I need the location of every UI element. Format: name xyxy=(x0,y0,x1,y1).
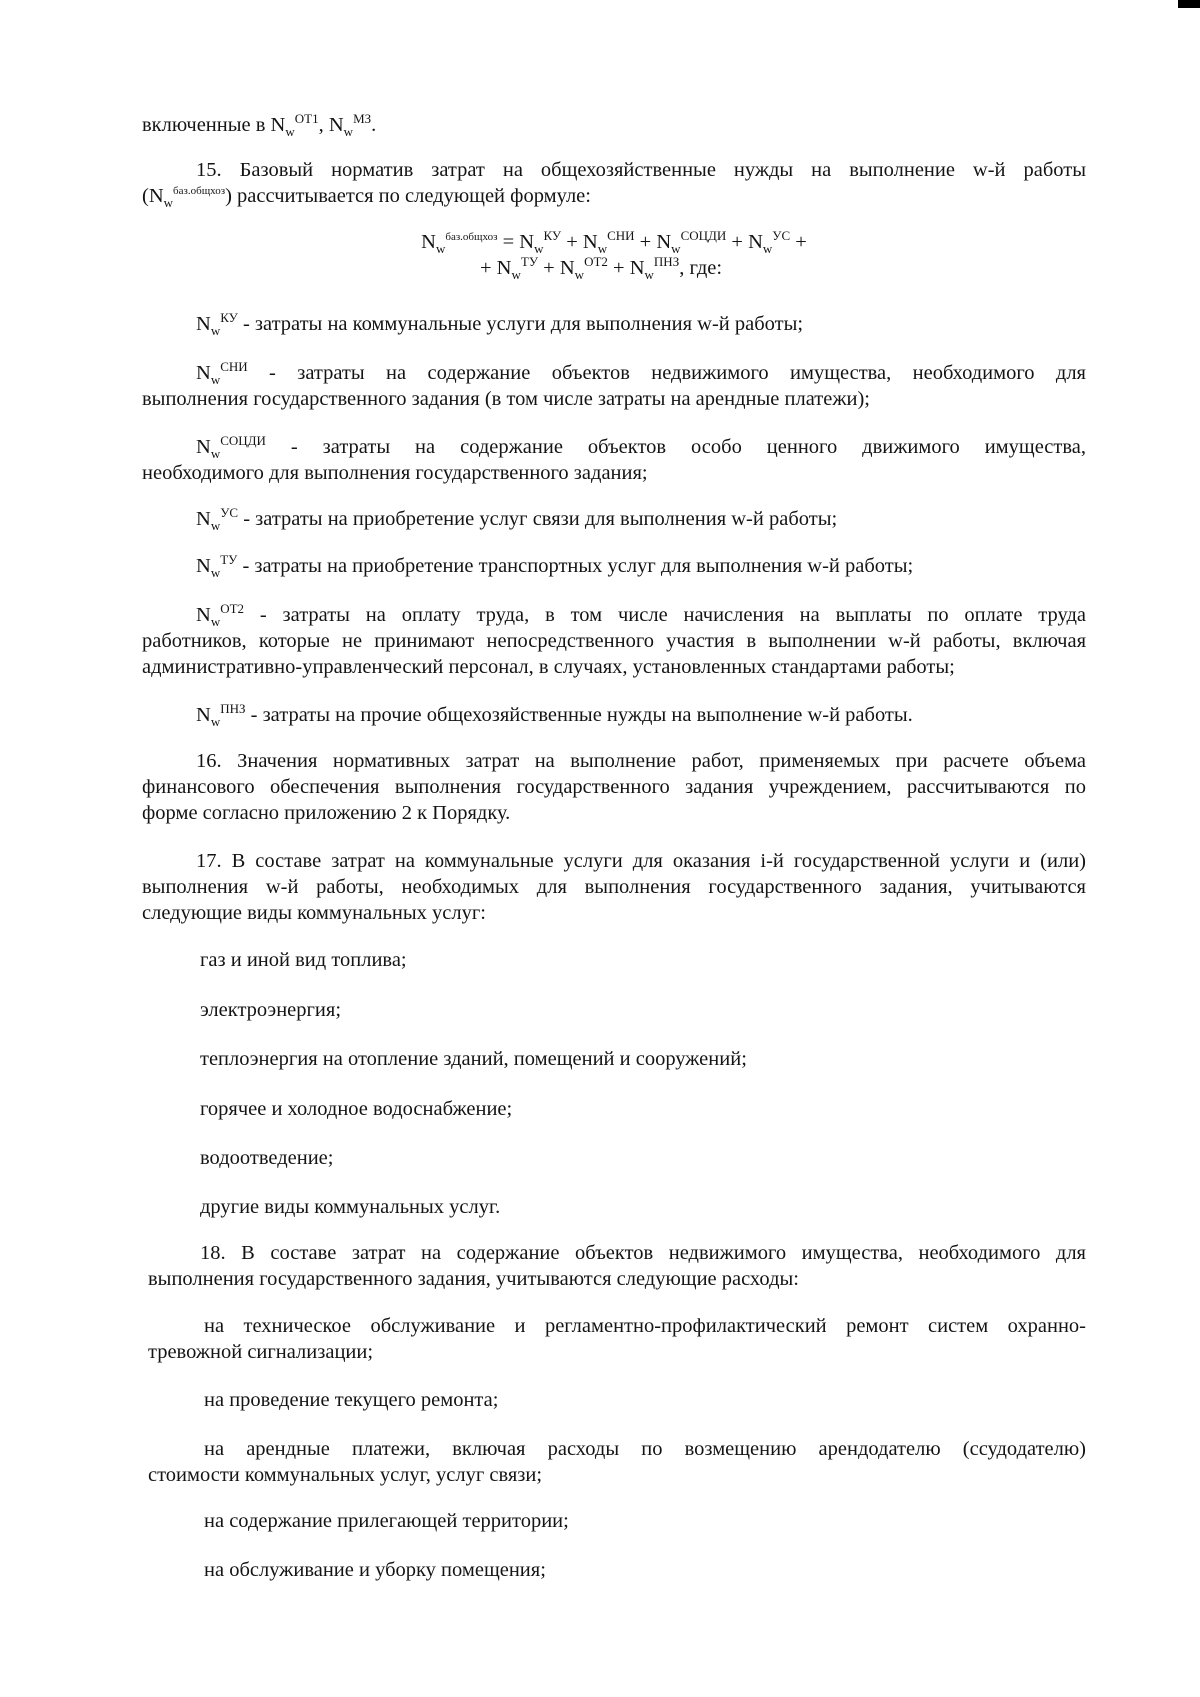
paragraph-16-line-1: 16. Значения нормативных затрат на выполнение работ, применяемых при расчете объема xyxy=(196,750,1086,772)
definition-sni-line-1: $N_w^{СНИ}$ - затраты на содержание объектов недвижимого имущества, необходимого для xyxy=(196,359,1086,388)
paragraph-15-line-2: $(N_w^{баз.общхоз})$ рассчитывается по следующей формуле: xyxy=(142,185,591,211)
definition-us: $N_w^{УС}$ - затраты на приобретение услуг связи для выполнения w-й работы; xyxy=(196,505,838,534)
expense-item-3-line-1: на арендные платежи, включая расходы по возмещению арендодателю (ссудодателю) xyxy=(204,1438,1086,1460)
list-item: горячее и холодное водоснабжение; xyxy=(200,1098,513,1120)
definition-ot2-line-3: административно-управленческий персонал, в случаях, установленных стандартами работы; xyxy=(142,656,955,678)
definition-sni-line-2: выполнения государственного задания (в том числе затраты на арендные платежи); xyxy=(142,388,870,410)
paragraph-18-line-2: выполнения государственного задания, учитываются следующие расходы: xyxy=(148,1268,799,1290)
formula-line-1: $N_w^{баз.общхоз} = N_w^{КУ} + N_w^{СНИ} + N_w^{СОЦДИ} + N_w^{УС}$ + xyxy=(421,228,807,257)
definition-pnz: $N_w^{ПНЗ}$ - затраты на прочие общехозяйственные нужды на выполнение w-й работы. xyxy=(196,701,913,730)
paragraph-17-line-3: следующие виды коммунальных услуг: xyxy=(142,902,486,924)
expense-item-1-line-1: на техническое обслуживание и регламентно-профилактический ремонт систем охранно- xyxy=(204,1315,1086,1337)
paragraph-17-line-2: выполнения w-й работы, необходимых для выполнения государственного задания, учитываются xyxy=(142,876,1086,898)
paragraph-16-line-3: форме согласно приложению 2 к Порядку. xyxy=(142,802,511,824)
definition-tu: $N_w^{ТУ}$ - затраты на приобретение транспортных услуг для выполнения w-й работы; xyxy=(196,552,914,581)
list-item: другие виды коммунальных услуг. xyxy=(200,1196,501,1218)
paragraph-18-line-1: 18. В составе затрат на содержание объектов недвижимого имущества, необходимого для xyxy=(200,1242,1086,1264)
definition-socdi-line-2: необходимого для выполнения государственного задания; xyxy=(142,462,648,484)
paragraph-17-line-1: 17. В составе затрат на коммунальные услуги для оказания i-й государственной услуги и (или) xyxy=(196,850,1086,872)
paragraph-15-line-1: 15. Базовый норматив затрат на общехозяйственные нужды на выполнение w-й работы xyxy=(196,159,1086,181)
definition-ku: $N_w^{КУ}$ - затраты на коммунальные услуги для выполнения w-й работы; xyxy=(196,310,804,339)
expense-item-3-line-2: стоимости коммунальных услуг, услуг связи; xyxy=(148,1464,543,1486)
expense-item-1-line-2: тревожной сигнализации; xyxy=(148,1341,374,1363)
list-item: водоотведение; xyxy=(200,1147,334,1169)
list-item: газ и иной вид топлива; xyxy=(200,949,407,971)
list-item: теплоэнергия на отопление зданий, помещений и сооружений; xyxy=(200,1048,747,1070)
scan-corner-mark xyxy=(1178,0,1200,8)
formula-line-2: + $N_w^{ТУ} + N_w^{ОТ2} + N_w^{ПНЗ}$, где: xyxy=(480,254,723,283)
paragraph-16-line-2: финансового обеспечения выполнения государственного задания учреждением, рассчитываются по xyxy=(142,776,1086,798)
expense-item: на проведение текущего ремонта; xyxy=(204,1389,499,1411)
definition-ot2-line-2: работников, которые не принимают непосредственного участия в выполнении w-й работы, включая xyxy=(142,630,1086,652)
definition-ot2-line-1: $N_w^{ОТ2}$ - затраты на оплату труда, в том числе начисления на выплаты по оплате труда xyxy=(196,601,1086,630)
list-item: электроэнергия; xyxy=(200,999,342,1021)
expense-item: на содержание прилегающей территории; xyxy=(204,1510,569,1532)
continuation-line: включенные в $N_w^{ОТ1}$, $N_w^{МЗ}$. xyxy=(142,111,377,140)
expense-item: на обслуживание и уборку помещения; xyxy=(204,1559,546,1581)
definition-socdi-line-1: $N_w^{СОЦДИ}$ - затраты на содержание объектов особо ценного движимого имущества, xyxy=(196,433,1086,462)
